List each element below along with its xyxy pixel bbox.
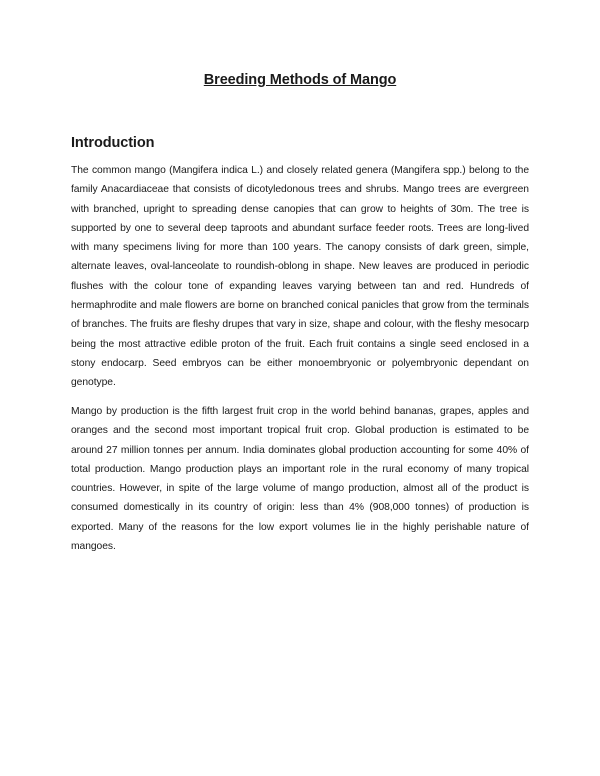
paragraph-2: Mango by production is the fifth largest fruit crop in the world behind bananas, grapes, apples and oranges and the second most important tropical fruit crop. Global production is estimated to be around 27 million tonnes per annum. India dominates global production accounting for some 40% of total production. Mango production plays an important role in the rural economy of many tropical countries. However, in spite of the large volume of mango production, almost all of the product is consumed domestically in its country of origin: less than 4% (908,000 tonnes) of production is exported. Many of the reasons for the low export volumes lie in the highly perishable nature of mangoes. [71,406,529,553]
section-heading-introduction: Introduction [71,135,155,151]
document-title: Breeding Methods of Mango [203,72,397,88]
paragraph-1: The common mango (Mangifera indica L.) and closely related genera (Mangifera spp.) belong to the family Anacardiaceae that consists of dicotyledonous trees and shrubs. Mango trees are evergreen with branched, upright to spreading dense canopies that can grow to heights of 30m. The tree is supported by one to several deep taproots and abundant surface feeder roots. Trees are long-lived with many specimens living for more than 100 years. The canopy consists of dark green, simple, alternate leaves, oval-lanceolate to roundish-oblong in shape. New leaves are produced in periodic flushes with the colour tone of expanding leaves varying between tan and red. Hundreds of hermaphrodite and male flowers are borne on branched conical panicles that grow from the terminals of branches. The fruits are fleshy drupes that vary in size, shape and colour, with the fleshy mesocarp being the most attractive edible proton of the fruit. Each fruit contains a single seed enclosed in a stony endocarp. Seed embryos can be either monoembryonic or polyembryonic dependant on genotype. [71,165,529,389]
